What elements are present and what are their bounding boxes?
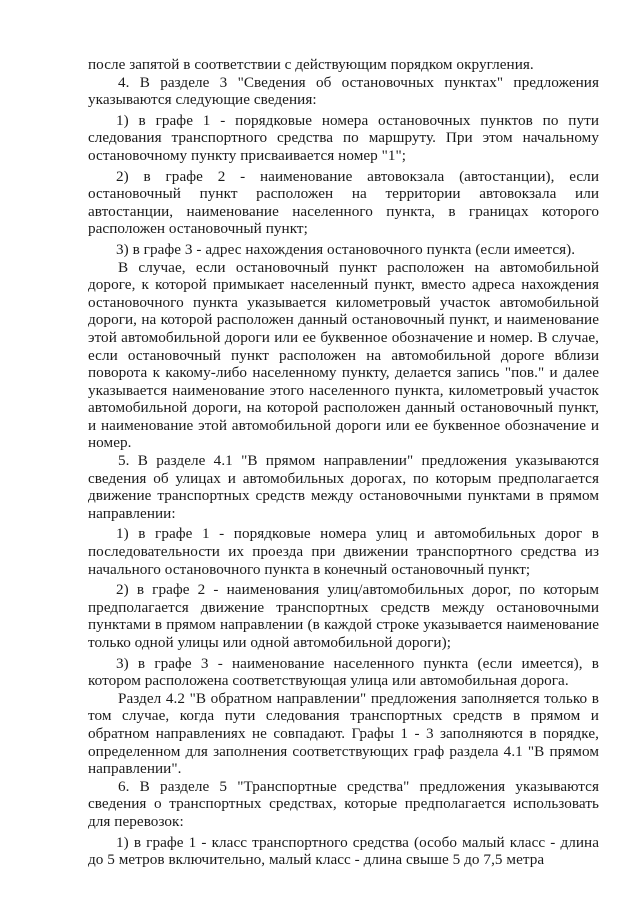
paragraph-section-3-intro: 4. В разделе 3 "Сведения об остановочных пунктах" предложения указываются следующие сведения: (88, 73, 599, 109)
paragraph-section-5-intro: 6. В разделе 5 "Транспортные средства" предложения указываются сведения о транспортных средствах, которые предполагается использовать для перевозок: (88, 777, 599, 830)
list-item-3-1: 1) в графе 1 - порядковые номера остановочных пунктов по пути следования транспортного средства по маршруту. При этом начальному остановочному пункту присваивается номер "1"; (88, 111, 599, 164)
paragraph-section-4-2: Раздел 4.2 "В обратном направлении" предложения заполняется только в том случае, когда пути следования транспортных средств в прямом и обратном направлениях не совпадают. Графы 1 - 3 заполняются в порядке, определенном для заполнения соответствующих граф раздела 4.1 "В прямом направлении". (88, 689, 599, 778)
paragraph-rounding-end: после запятой в соответствии с действующим порядком округления. (88, 56, 534, 73)
list-item-4-1-2: 2) в графе 2 - наименования улиц/автомобильных дорог, по которым предполагается движение транспортных средств между остановочными пунктами в прямом направлении (в каждой строке указывается наименование только одной улицы или одной автомобильной дороги); (88, 581, 599, 651)
list-item-4-1-1: 1) в графе 1 - порядковые номера улиц и автомобильных дорог в последовательности их проезда при движении транспортного средства из начального остановочного пункта в конечный остановочный пункт; (88, 525, 599, 578)
paragraph-section-4-1-intro: 5. В разделе 4.1 "В прямом направлении" предложения указываются сведения об улицах и автомобильных дорогах, по которым предполагается движение транспортных средств между остановочными пунктами в прямом направлении: (88, 452, 599, 522)
list-item-3-3: 3) в графе 3 - адрес нахождения остановочного пункта (если имеется). (116, 240, 576, 258)
list-item-4-1-3: 3) в графе 3 - наименование населенного пункта (если имеется), в котором расположена соответствующая улица или автомобильная дорога. (88, 654, 599, 690)
document-page (88, 56, 599, 869)
list-item-3-2: 2) в графе 2 - наименование автовокзала (автостанции), если остановочный пункт расположен на территории автовокзала или автостанции, наименование населенного пункта, в границах которого расположен остановочный пункт; (88, 167, 599, 238)
paragraph-road-case: В случае, если остановочный пункт расположен на автомобильной дороге, к которой примыкает населенный пункт, вместо адреса нахождения остановочного пункта указывается километровый участок автомобильной дороги, на которой расположен данный остановочный пункт, и наименование этой автомобильной дороги или ее буквенное обозначение и номер. В случае, если остановочный пункт расположен на автомобильной дороге вблизи поворота к какому-либо населенному пункту, делается запись "пов." и далее указывается наименование этого населенного пункта, километровый участок автомобильной дороги, на которой расположен данный остановочный пункт, и наименование этой автомобильной дороги или ее буквенное обозначение и номер. (88, 258, 599, 452)
list-item-5-1: 1) в графе 1 - класс транспортного средства (особо малый класс - длина до 5 метров включительно, малый класс - длина свыше 5 до 7,5 метра (88, 833, 599, 869)
